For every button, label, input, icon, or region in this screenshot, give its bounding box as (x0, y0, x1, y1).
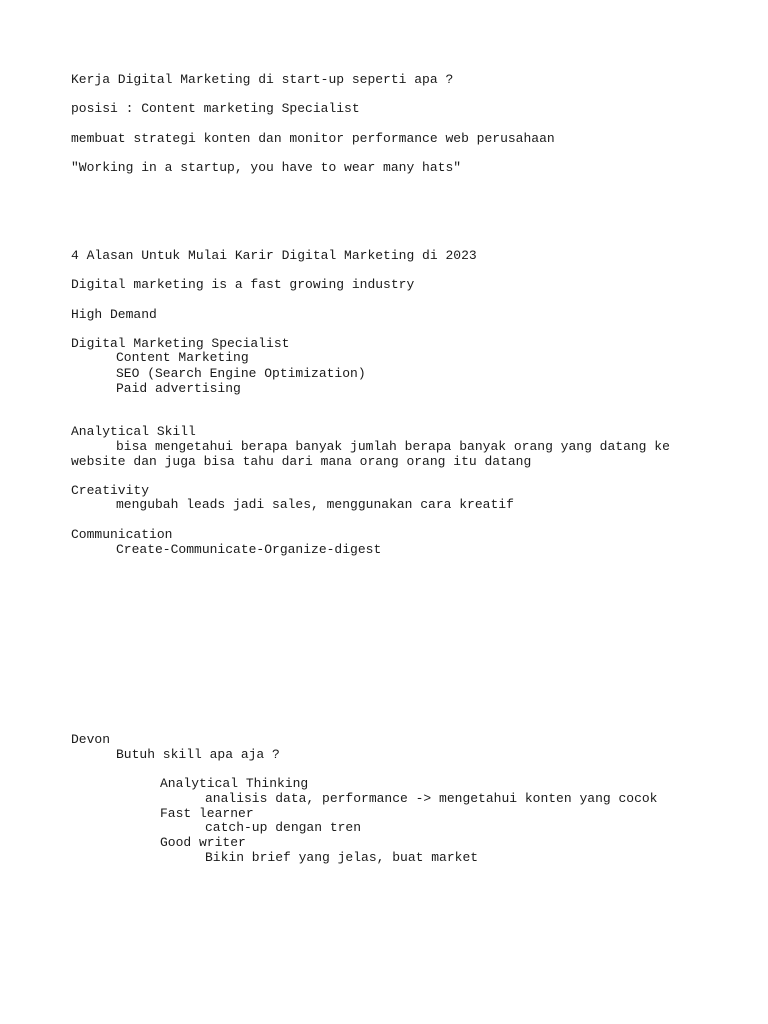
job-description: membuat strategi konten dan monitor performance web perusahaan (71, 131, 555, 146)
startup-question: Kerja Digital Marketing di start-up seperti apa ? (71, 72, 454, 87)
skill-name: Fast learner (160, 806, 254, 821)
analytical-skill-title: Analytical Skill (71, 424, 196, 439)
reason-high-demand: High Demand (71, 307, 157, 322)
analytical-skill-detail-cont: website dan juga bisa tahu dari mana orang orang itu datang (71, 454, 532, 469)
skill-detail: Bikin brief yang jelas, buat market (205, 850, 479, 865)
specialist-item: Paid advertising (116, 381, 241, 396)
analytical-skill-detail: bisa mengetahui berapa banyak jumlah berapa banyak orang yang datang ke (116, 439, 670, 454)
reason-fast-growing: Digital marketing is a fast growing industry (71, 277, 415, 292)
startup-quote: "Working in a startup, you have to wear many hats" (71, 160, 462, 175)
communication-detail: Create-Communicate-Organize-digest (116, 542, 382, 557)
skill-name: Good writer (160, 835, 246, 850)
creativity-title: Creativity (71, 483, 150, 498)
creativity-detail: mengubah leads jadi sales, menggunakan cara kreatif (116, 497, 514, 512)
speaker-name: Devon (71, 732, 111, 747)
skill-detail: analisis data, performance -> mengetahui konten yang cocok (205, 791, 658, 806)
specialist-item: Content Marketing (116, 350, 249, 365)
skills-question: Butuh skill apa aja ? (116, 747, 280, 762)
communication-title: Communication (71, 527, 173, 542)
skill-name: Analytical Thinking (160, 776, 309, 791)
position-line: posisi : Content marketing Specialist (71, 101, 360, 116)
specialist-title: Digital Marketing Specialist (71, 336, 290, 351)
skill-detail: catch-up dengan tren (205, 820, 362, 835)
reasons-heading: 4 Alasan Untuk Mulai Karir Digital Marketing di 2023 (71, 248, 477, 263)
specialist-item: SEO (Search Engine Optimization) (116, 366, 366, 381)
